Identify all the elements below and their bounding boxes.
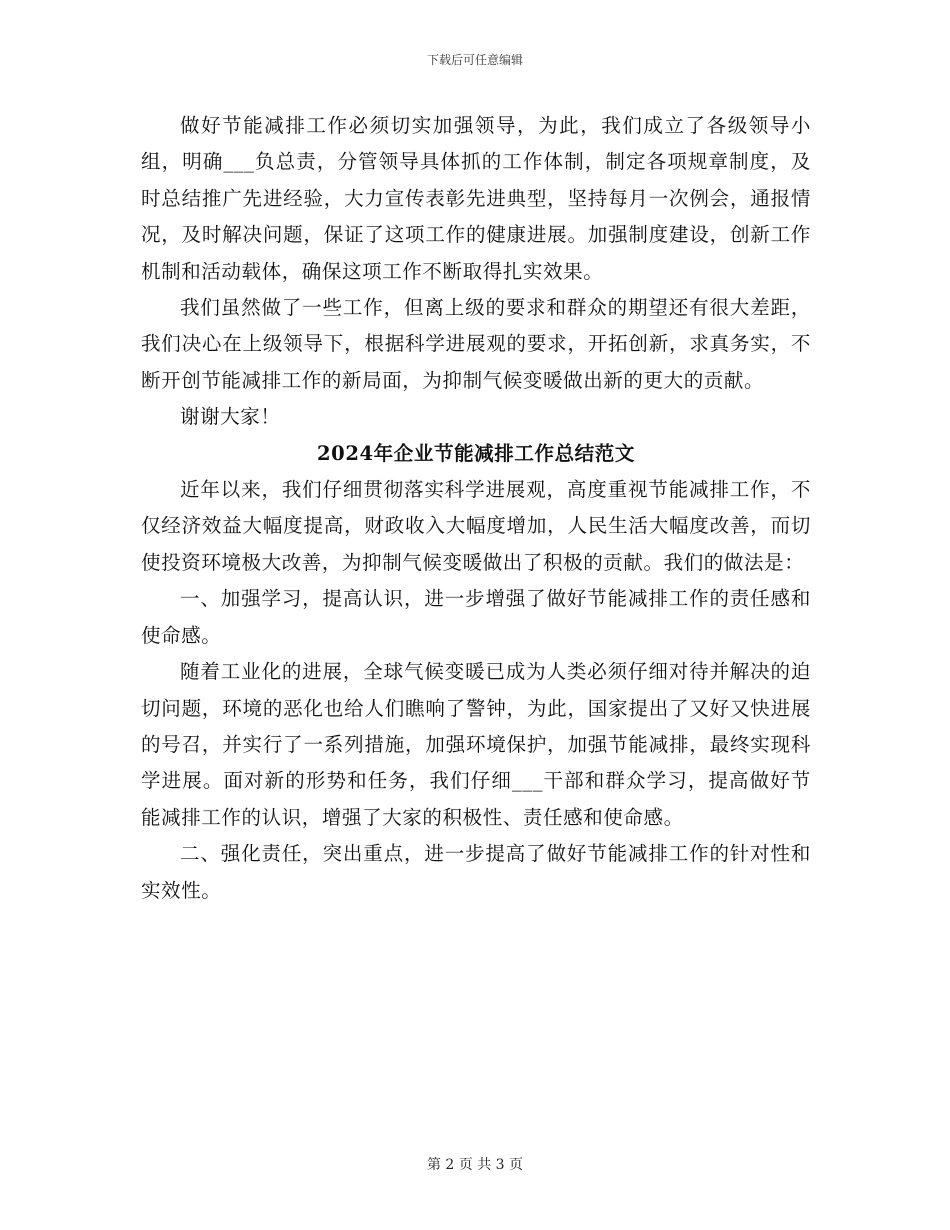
paragraph-commitment: 我们虽然做了一些工作，但离上级的要求和群众的期望还有很大差距，我们决心在上级领导下，根据科学进展观的要求，开拓创新，求真务实，不断开创节能减排工作的新局面，为抑制气候变暖做出新的更大的贡献。 (141, 296, 811, 392)
paragraph-thanks: 谢谢大家！ (180, 405, 281, 429)
page-footer: 第 2 页 共 3 页 (426, 1157, 524, 1173)
paragraph-leadership: 做好节能减排工作必须切实加强领导，为此，我们成立了各级领导小组，明确___负总责，分管领导具体抓的工作体制，制定各项规章制度，及时总结推广先进经验，大力宣传表彰先进典型，坚持每月一次例会，通报情况，及时解决问题，保证了这项工作的健康进展。加强制度建设，创新工作机制和活动载体，确保这项工作不断取得扎实效果。 (141, 114, 811, 283)
page-header: 下载后可任意编辑 (426, 53, 523, 67)
paragraph-intro: 近年以来，我们仔细贯彻落实科学进展观，高度重视节能减排工作，不仅经济效益大幅度提高，财政收入大幅度增加，人民生活大幅度改善，而切使投资环境极大改善，为抑制气候变暖做出了积极的贡献。我们的做法是： (141, 478, 811, 574)
section-title: 2024年企业节能减排工作总结范文 (317, 441, 635, 465)
paragraph-point-one-body: 随着工业化的进展，全球气候变暖已成为人类必须仔细对待并解决的迫切问题，环境的恶化也给人们瞧响了警钟，为此，国家提出了又好又快进展的号召，并实行了一系列措施，加强环境保护，加强节能减排，最终实现科学进展。面对新的形势和任务，我们仔细___干部和群众学习，提高做好节能减排工作的认识，增强了大家的积极性、责任感和使命感。 (141, 660, 811, 829)
paragraph-point-two-heading: 二、强化责任，突出重点，进一步提高了做好节能减排工作的针对性和实效性。 (141, 842, 811, 902)
document-body (141, 108, 811, 909)
paragraph-point-one-heading: 一、加强学习，提高认识，进一步增强了做好节能减排工作的责任感和使命感。 (141, 587, 811, 647)
